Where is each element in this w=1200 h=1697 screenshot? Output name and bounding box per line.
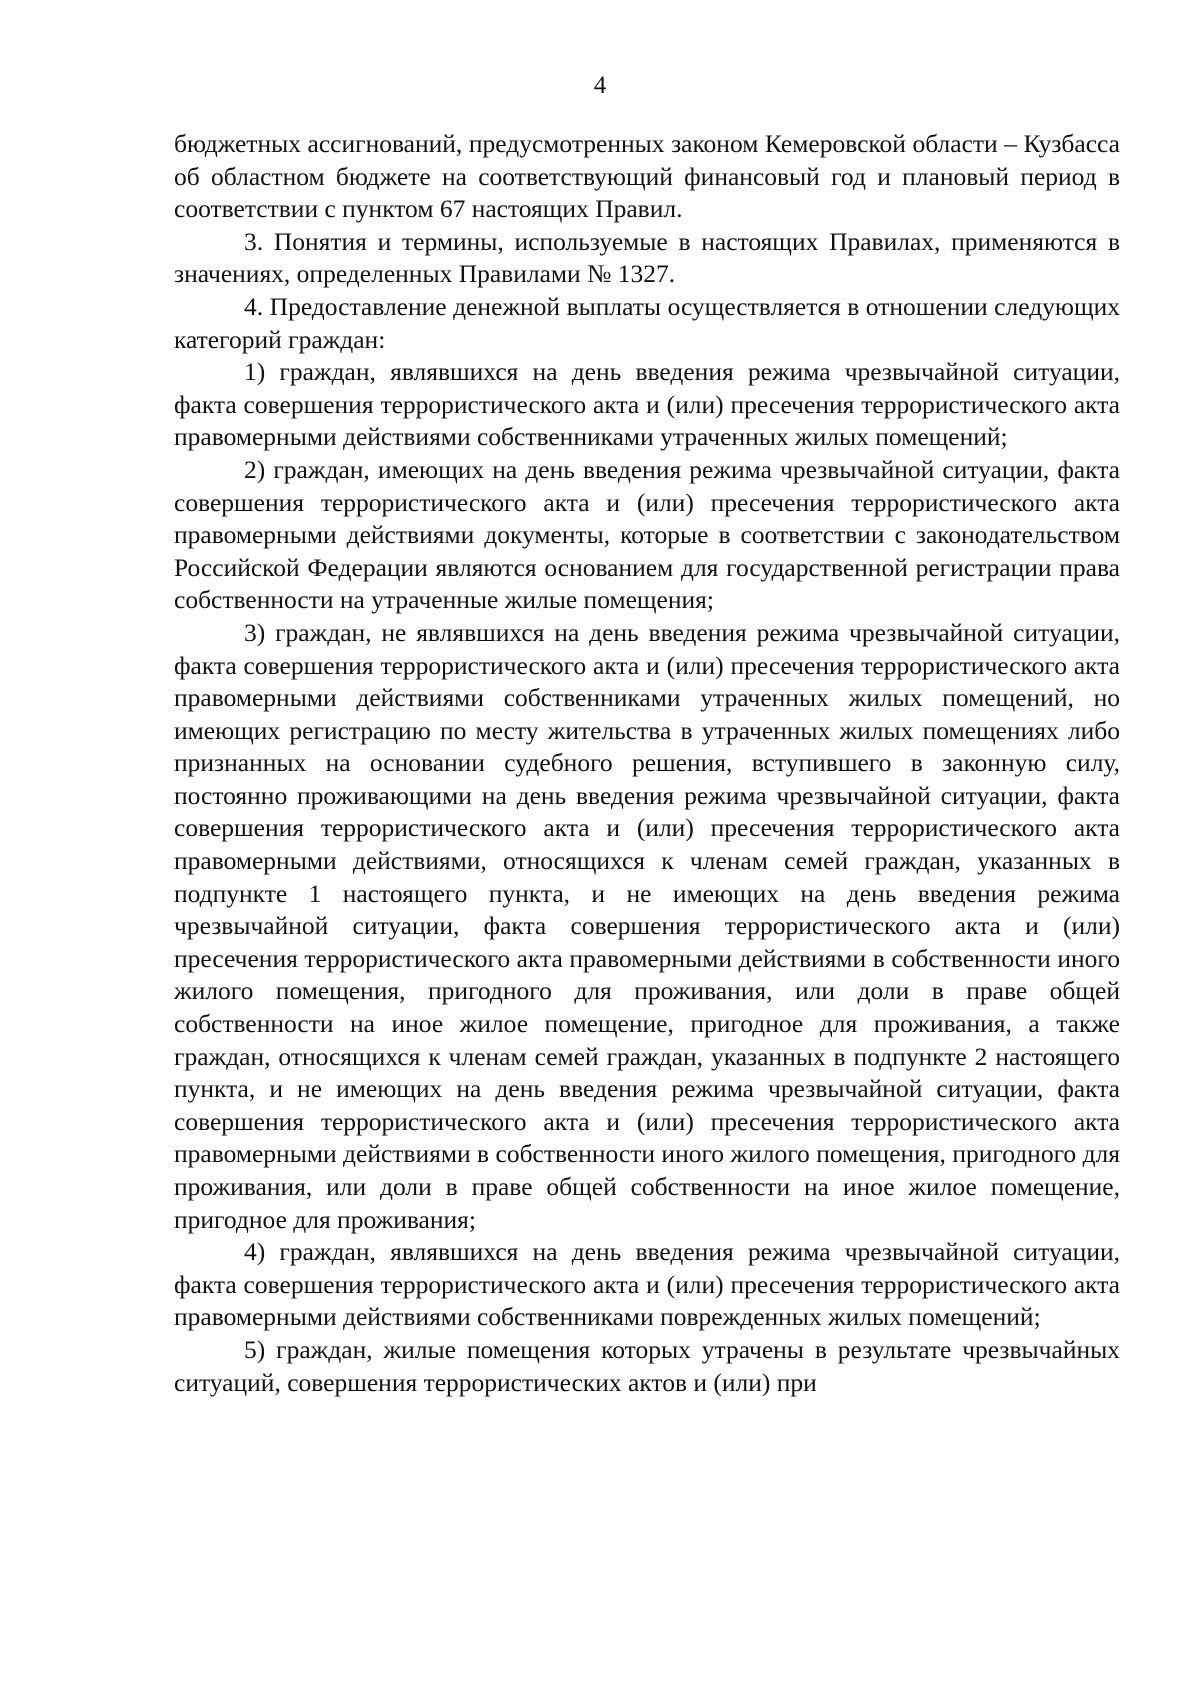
list-item-2: 2) граждан, имеющих на день введения режима чрезвычайной ситуации, факта совершения террористического акта и (или) пресечения террористического акта правомерными действиями документы, которые в соответствии с законодательством Российской Федерации являются основанием для государственной регистрации права собственности на утраченные жилые помещения; [174, 454, 1120, 615]
paragraph-continuation: бюджетных ассигнований, предусмотренных законом Кемеровской области – Кузбасса об областном бюджете на соответствующий финансовый год и плановый период в соответствии с пунктом 67 настоящих Правил. [174, 129, 1120, 224]
page-number: 4 [593, 72, 607, 99]
paragraph-3: 3. Понятия и термины, используемые в настоящих Правилах, применяются в значениях, определенных Правилами № 1327. [174, 226, 1120, 289]
list-item-1: 1) граждан, являвшихся на день введения режима чрезвычайной ситуации, факта совершения террористического акта и (или) пресечения террористического акта правомерными действиями собственниками утраченных жилых помещений; [174, 357, 1120, 452]
list-item-3: 3) граждан, не являвшихся на день введения режима чрезвычайной ситуации, факта совершения террористического акта и (или) пресечения террористического акта правомерными действиями собственниками утраченных жилых помещений, но имеющих регистрацию по месту жительства в утраченных жилых помещениях либо признанных на основании судебного решения, вступившего в законную силу, постоянно проживающими на день введения режима чрезвычайной ситуации, факта совершения террористического акта и (или) пресечения террористического акта правомерными действиями, относящихся к членам семей граждан, указанных в подпункте 1 настоящего пункта, и не имеющих на день введения режима чрезвычайной ситуации, факта совершения террористического акта и (или) пресечения террористического акта правомерными действиями в собственности иного жилого помещения, пригодного для проживания, или доли в праве общей собственности на иное жилое помещение, пригодное для проживания, а также граждан, относящихся к членам семей граждан, указанных в подпункте 2 настоящего пункта, и не имеющих на день введения режима чрезвычайной ситуации, факта совершения террористического акта и (или) пресечения террористического акта правомерными действиями в собственности иного жилого помещения, пригодного для проживания, или доли в праве общей собственности на иное жилое помещение, пригодное для проживания; [174, 617, 1120, 1234]
list-item-4: 4) граждан, являвшихся на день введения режима чрезвычайной ситуации, факта совершения террористического акта и (или) пресечения террористического акта правомерными действиями собственниками поврежденных жилых помещений; [174, 1237, 1120, 1332]
list-item-5: 5) граждан, жилые помещения которых утрачены в результате чрезвычайных ситуаций, совершения террористических актов и (или) при [174, 1334, 1120, 1397]
document-body [174, 128, 1120, 1399]
paragraph-4: 4. Предоставление денежной выплаты осуществляется в отношении следующих категорий граждан: [174, 291, 1120, 354]
